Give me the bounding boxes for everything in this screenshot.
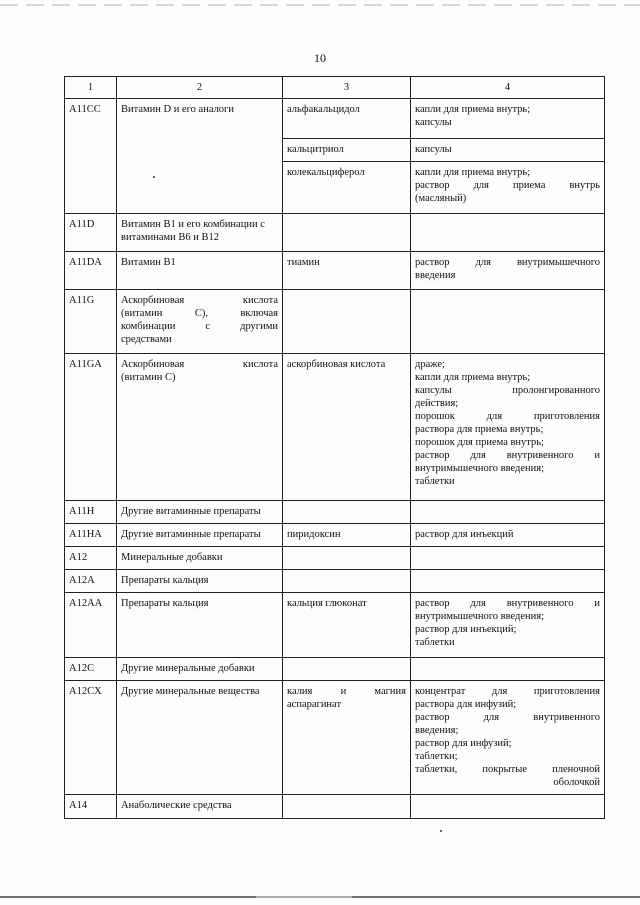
dosage-form-line: раствора для инфузий; — [415, 699, 517, 710]
dosage-form-line: внутримышечного введения; — [415, 611, 545, 622]
group-name: Минеральные добавки — [117, 547, 283, 570]
dosage-form-line: раствор для внутривенного и — [415, 598, 600, 609]
dosage-form-line: внутримышечного введения; — [415, 463, 545, 474]
drug-classification-table — [64, 76, 605, 819]
column-header-3: 3 — [283, 77, 411, 99]
drug-name: колекальциферол — [283, 162, 411, 214]
dosage-forms — [411, 252, 605, 290]
table-row — [65, 524, 605, 547]
table-row — [65, 658, 605, 681]
dosage-form-line: капли для приема внутрь; — [415, 104, 531, 115]
drug-name — [283, 547, 411, 570]
table-row — [65, 570, 605, 593]
dosage-form-line: раствор для внутривенного и — [415, 450, 600, 461]
atc-code: A11GA — [65, 354, 117, 501]
dosage-form-line: раствор для внутривенного — [415, 712, 600, 723]
atc-code: A11D — [65, 214, 117, 252]
table-row — [65, 290, 605, 354]
column-header-2: 2 — [117, 77, 283, 99]
atc-code: A11HA — [65, 524, 117, 547]
group-name — [117, 354, 283, 501]
atc-code: A12A — [65, 570, 117, 593]
dosage-forms — [411, 593, 605, 658]
scan-speck — [153, 176, 155, 178]
drug-name — [283, 501, 411, 524]
dosage-form-line: раствор для приема внутрь — [415, 180, 600, 191]
drug-name: тиамин — [283, 252, 411, 290]
drug-name-line: аспарагинат — [287, 699, 342, 710]
drug-name — [283, 214, 411, 252]
table-row — [65, 501, 605, 524]
column-header-1: 1 — [65, 77, 117, 99]
group-name-line: (витамин C) — [121, 372, 176, 383]
drug-name — [283, 658, 411, 681]
drug-name: аскорбиновая кислота — [283, 354, 411, 501]
atc-code: A11DA — [65, 252, 117, 290]
dosage-form-line: концентрат для приготовления — [415, 686, 600, 697]
scan-top-edge — [0, 4, 640, 6]
dosage-form-line: раствор для инфузий; — [415, 738, 512, 749]
dosage-form-line: капсулы — [415, 117, 452, 128]
group-name: Витамин D и его аналоги — [117, 99, 283, 214]
atc-code: A12CX — [65, 681, 117, 795]
dosage-forms — [411, 162, 605, 214]
group-name — [117, 290, 283, 354]
drug-name: кальция глюконат — [283, 593, 411, 658]
group-name: Другие минеральные добавки — [117, 658, 283, 681]
dosage-form-line: таблетки — [415, 637, 455, 648]
table-row — [65, 547, 605, 570]
group-name: Витамин B1 — [117, 252, 283, 290]
group-name: Другие витаминные препараты — [117, 524, 283, 547]
atc-code: A11H — [65, 501, 117, 524]
group-name — [117, 214, 283, 252]
dosage-form-line: раствор для внутримышечного — [415, 257, 600, 268]
group-name: Другие витаминные препараты — [117, 501, 283, 524]
group-name: Препараты кальция — [117, 593, 283, 658]
atc-code: A11CC — [65, 99, 117, 214]
table-header-row — [65, 77, 605, 99]
dosage-form-line: капли для приема внутрь; — [415, 167, 531, 178]
dosage-forms — [411, 547, 605, 570]
table-row — [65, 681, 605, 795]
atc-code: A14 — [65, 795, 117, 819]
group-name-line: Аскорбиновая кислота — [121, 359, 278, 370]
table-row — [65, 593, 605, 658]
group-name: Анаболические средства — [117, 795, 283, 819]
dosage-form-line: оболочкой — [553, 777, 600, 788]
dosage-forms — [411, 795, 605, 819]
dosage-form-line: действия; — [415, 398, 459, 409]
drug-name — [283, 570, 411, 593]
column-header-4: 4 — [411, 77, 605, 99]
table-row — [65, 795, 605, 819]
dosage-form-line: таблетки, покрытые пленочной — [415, 764, 600, 775]
dosage-form-line: введения — [415, 270, 456, 281]
dosage-form-line: таблетки; — [415, 751, 458, 762]
group-name-line: Витамин B1 и его комбинации с — [121, 219, 265, 230]
dosage-form-line: (масляный) — [415, 193, 467, 204]
dosage-forms — [411, 214, 605, 252]
atc-code: A11G — [65, 290, 117, 354]
dosage-forms — [411, 681, 605, 795]
atc-code: A12AA — [65, 593, 117, 658]
drug-name: альфакальцидол — [283, 99, 411, 139]
group-name-line: Аскорбиновая кислота — [121, 295, 278, 306]
group-name-line: (витамин C), включая — [121, 308, 278, 319]
dosage-form-line: капсулы — [415, 144, 452, 155]
drug-name — [283, 795, 411, 819]
atc-code: A12C — [65, 658, 117, 681]
dosage-form-line: порошок для приема внутрь; — [415, 437, 544, 448]
dosage-form-line: капсулы пролонгированного — [415, 385, 600, 396]
group-name: Другие минеральные вещества — [117, 681, 283, 795]
dosage-form-line: раствор для инъекций — [415, 529, 514, 540]
group-name-line: витаминами B6 и B12 — [121, 232, 220, 243]
dosage-forms — [411, 570, 605, 593]
group-name: Препараты кальция — [117, 570, 283, 593]
group-name-line: средствами — [121, 334, 172, 345]
dosage-forms — [411, 524, 605, 547]
drug-name: кальцитриол — [283, 139, 411, 162]
drug-name — [283, 681, 411, 795]
dosage-form-line: порошок для приготовления — [415, 411, 600, 422]
dosage-forms — [411, 139, 605, 162]
dosage-form-line: таблетки — [415, 476, 455, 487]
dosage-forms — [411, 354, 605, 501]
group-name-line: комбинации с другими — [121, 321, 278, 332]
dosage-forms — [411, 99, 605, 139]
dosage-form-line: введения; — [415, 725, 459, 736]
table-row — [65, 252, 605, 290]
page-number: 10 — [314, 51, 326, 65]
dosage-form-line: капли для приема внутрь; — [415, 372, 531, 383]
dosage-form-line: драже; — [415, 359, 445, 370]
atc-code: A12 — [65, 547, 117, 570]
scan-speck — [440, 830, 442, 832]
drug-name-line: калия и магния — [287, 686, 406, 697]
dosage-forms — [411, 658, 605, 681]
dosage-form-line: раствор для инъекций; — [415, 624, 517, 635]
table-row — [65, 354, 605, 501]
dosage-form-line: раствора для приема внутрь; — [415, 424, 544, 435]
table-row — [65, 214, 605, 252]
drug-name: пиридоксин — [283, 524, 411, 547]
table-row — [65, 99, 605, 139]
dosage-forms — [411, 501, 605, 524]
drug-name — [283, 290, 411, 354]
scan-bottom-edge — [0, 896, 640, 898]
dosage-forms — [411, 290, 605, 354]
